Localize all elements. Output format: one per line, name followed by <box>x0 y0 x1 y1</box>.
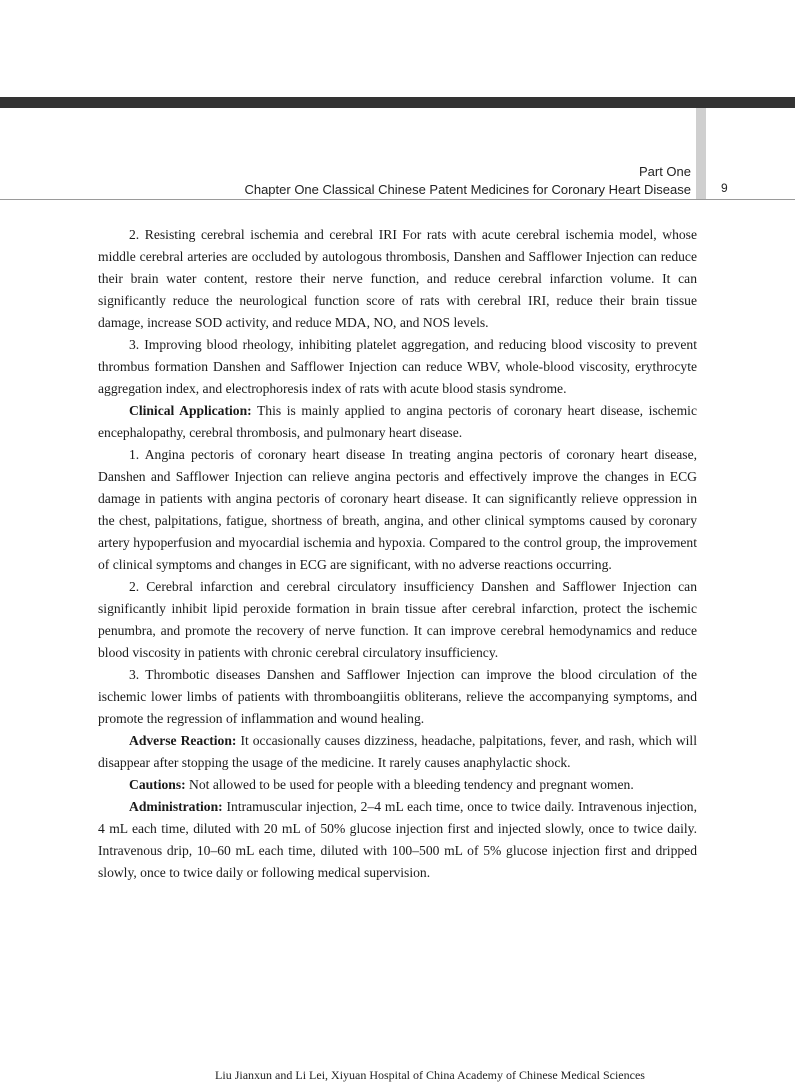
paragraph-cerebral-iri: 2. Resisting cerebral ischemia and cerebral IRI For rats with acute cerebral ischemia model, whose middle cerebral arteries are occluded by autologous thrombosis, Danshen and Safflower Injection can reduce their brain water content, restore their nerve function, and reduce cerebral infarction volume. It can significantly reduce the neurological function score of rats with cerebral IRI, reduce their brain tissue damage, increase SOD activity, and reduce MDA, NO, and NOS levels. <box>98 227 697 330</box>
clinical-application-text: This is mainly applied to angina pectoris of coronary heart disease, ischemic encephalopathy, cerebral thrombosis, and pulmonary heart disease. <box>98 403 697 440</box>
header-side-tab <box>696 108 706 200</box>
administration-text: Intramuscular injection, 2–4 mL each time, once to twice daily. Intravenous injection, 4 mL each time, diluted with 20 mL of 50% glucose injection first and injected slowly, once to twice daily. Intravenous drip, 10–60 mL each time, diluted with 100–500 mL of 5% glucose injection first and dripped slowly, once to twice daily or following medical supervision. <box>98 799 697 880</box>
page-footer: Liu Jianxun and Li Lei, Xiyuan Hospital of China Academy of Chinese Medical Sciences <box>215 1068 645 1082</box>
running-header-chapter: Chapter One Classical Chinese Patent Medicines for Coronary Heart Disease <box>244 182 691 197</box>
paragraph-cautions <box>98 774 697 796</box>
cautions-text: Not allowed to be used for people with a bleeding tendency and pregnant women. <box>185 777 634 792</box>
paragraph-adverse-reaction <box>98 730 697 774</box>
paragraph-clinical-application <box>98 400 697 444</box>
header-band <box>0 97 795 108</box>
paragraph-thrombotic: 3. Thrombotic diseases Danshen and Safflower Injection can improve the blood circulation of the ischemic lower limbs of patients with thromboangiitis obliterans, relieve the accompanying symptoms, and promote the regression of inflammation and wound healing. <box>98 667 697 726</box>
page-body <box>98 224 697 884</box>
paragraph-cerebral-infarction: 2. Cerebral infarction and cerebral circulatory insufficiency Danshen and Safflower Injection can significantly inhibit lipid peroxide formation in brain tissue after cerebral infarction, protect the ischemic penumbra, and promote the recovery of nerve function. It can improve cerebral hemodynamics and reduce blood viscosity in patients with chronic cerebral circulatory insufficiency. <box>98 579 697 660</box>
paragraph-angina: 1. Angina pectoris of coronary heart disease In treating angina pectoris of coronary heart disease, Danshen and Safflower Injection can relieve angina pectoris and effectively improve the changes in ECG damage in patients with angina pectoris of coronary heart disease. It can significantly relieve oppression in the chest, palpitations, fatigue, shortness of breath, angina, and other clinical symptoms caused by coronary artery hypoperfusion and myocardial ischemia and hypoxia. Compared to the control group, the improvement of clinical symptoms and changes in ECG are significant, with no adverse reactions occurring. <box>98 447 697 572</box>
administration-label: Administration: <box>129 799 223 814</box>
header-rule <box>0 199 795 200</box>
running-header-part: Part One <box>638 164 691 179</box>
adverse-reaction-text: It occasionally causes dizziness, headache, palpitations, fever, and rash, which will disappear after stopping the usage of the medicine. It rarely causes anaphylactic shock. <box>98 733 697 770</box>
page-number: 9 <box>721 181 728 195</box>
adverse-reaction-label: Adverse Reaction: <box>129 733 237 748</box>
clinical-application-label: Clinical Application: <box>129 403 252 418</box>
paragraph-blood-rheology: 3. Improving blood rheology, inhibiting platelet aggregation, and reducing blood viscosity to prevent thrombus formation Danshen and Safflower Injection can reduce WBV, whole-blood viscosity, erythrocyte aggregation index, and electrophoresis index of rats with acute blood stasis syndrome. <box>98 337 697 396</box>
cautions-label: Cautions: <box>129 777 186 792</box>
paragraph-administration <box>98 796 697 884</box>
